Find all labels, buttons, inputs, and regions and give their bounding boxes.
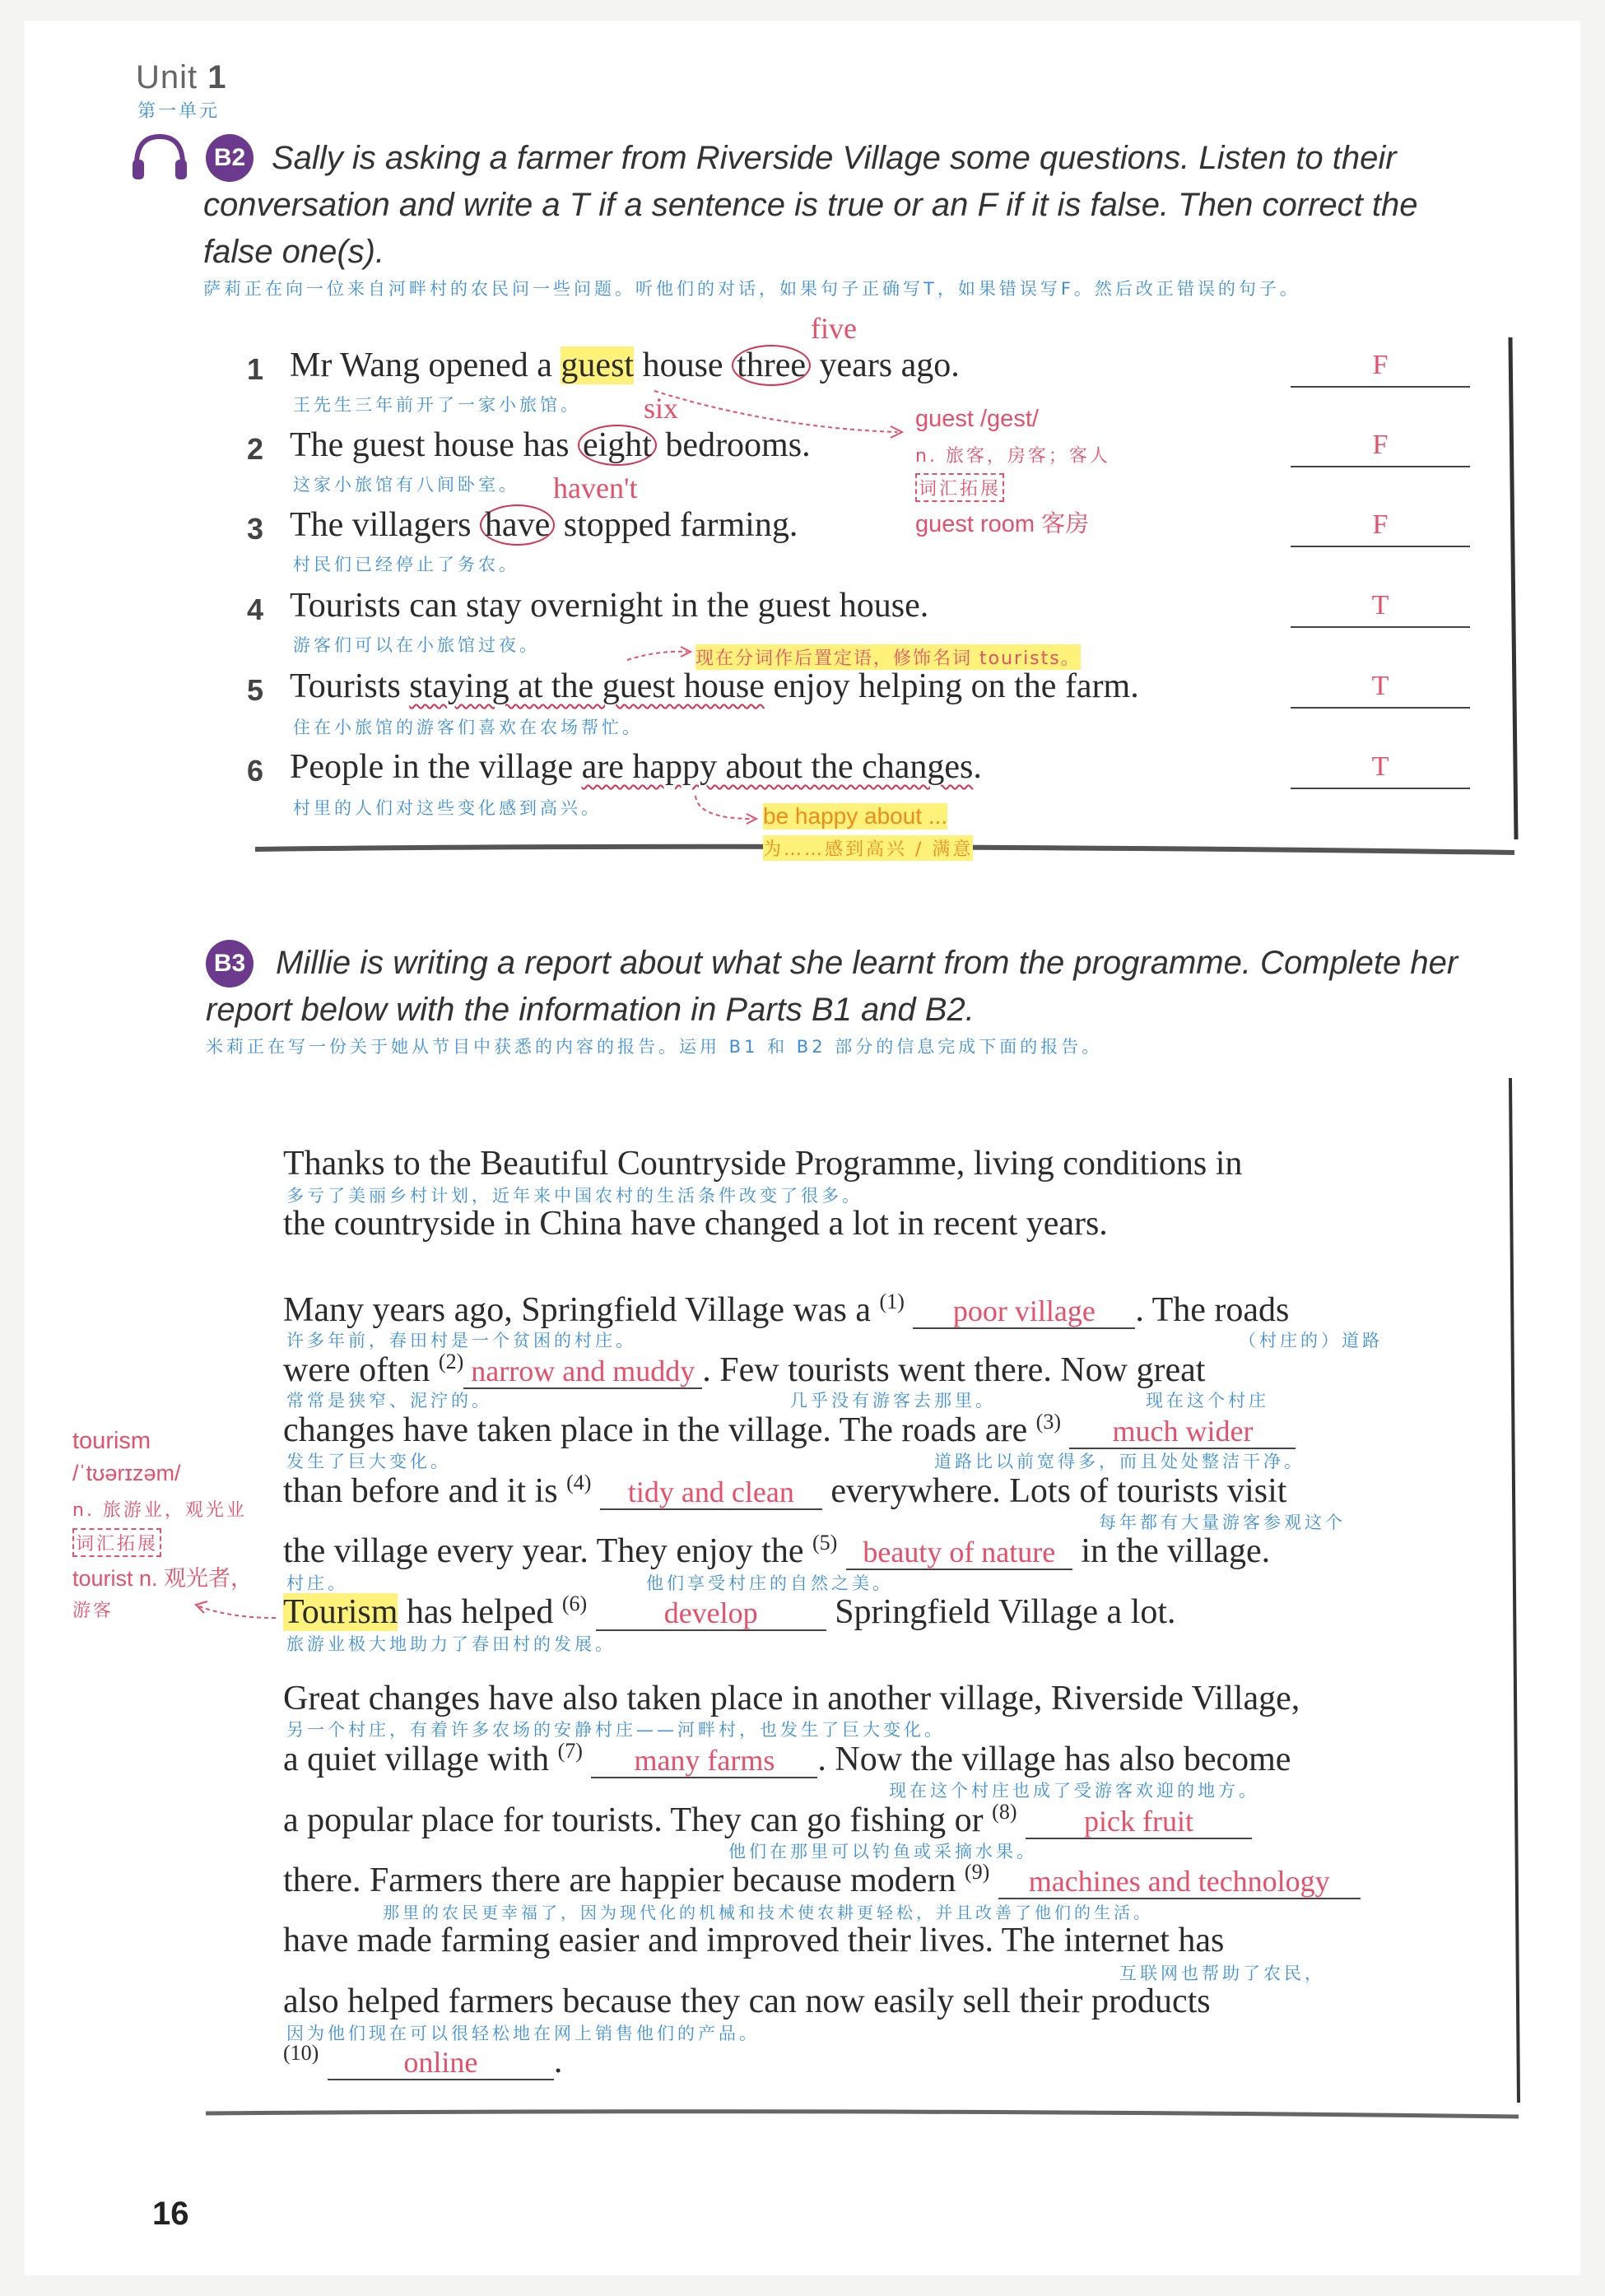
wavy-staying-phrase: staying at the guest house [409,667,765,705]
correction-q3: haven't [553,472,638,504]
q5-text-c: enjoy helping on the farm. [764,667,1139,705]
question-number-6: 6 [247,754,264,788]
note-happy-phrase: be happy about ... [763,803,948,829]
wavy-happy-phrase: are happy about the changes [581,748,974,786]
answer-1: F [1372,350,1389,380]
q3-text-a: The villagers [290,506,480,544]
highlight-guest: guest [561,346,635,384]
report-p2-line-6 [283,1592,1176,1632]
q5-text-a: Tourists [290,667,410,705]
question-3 [290,505,798,545]
report-p2-cn-3a: 发生了巨大变化。 [286,1452,451,1471]
blank-2[interactable]: narrow and muddy [463,1355,702,1389]
blank-6[interactable]: develop [596,1597,826,1631]
q1-text-b: house [634,346,733,384]
report-p3-cn-4: 那里的农民更幸福了，因为现代化的机械和技术使农耕更轻松，并且改善了他们的生活。 [383,1903,1153,1922]
report-p2-cn-4: 每年都有大量游客参观这个 [1099,1513,1346,1532]
blank-number-3: (3) [1035,1410,1061,1434]
blank-number-7: (7) [557,1739,583,1763]
b3-instruction-line-1: Millie is writing a report about what she learnt from the programme. Complete her [276,945,1458,981]
q3-text-c: stopped farming. [555,506,798,544]
report-p3-line-3 [283,1800,1252,1840]
correction-q2: six [644,392,679,425]
q6-text-a: People in the village [290,748,582,786]
report-p3-cn-2: 现在这个村庄也成了受游客欢迎的地方。 [889,1781,1259,1801]
answer-6: T [1371,751,1389,782]
report-p2-cn-2b: 几乎没有游客去那里。 [790,1391,996,1411]
q2-text-c: bedrooms. [656,426,811,464]
answer-3: F [1372,509,1389,540]
p2-l6-text: has helped [398,1593,562,1631]
section-badge-b2: B2 [206,134,254,182]
p3-l2-text: a quiet village with [283,1741,558,1778]
p2-l5-text: the village every year. They enjoy the [283,1532,812,1570]
report-p2-cn-5a: 村庄。 [286,1573,348,1593]
note-guest-vocab-tag: 词汇拓展 [915,473,1004,502]
question-number-3: 3 [247,512,264,546]
report-p2-line-1 [283,1290,1289,1330]
question-4: Tourists can stay overnight in the guest house. [290,587,929,625]
q3-cn: 村民们已经停止了务农。 [293,555,519,574]
report-p2-line-3 [283,1410,1296,1450]
circled-word-three: three [732,345,811,386]
p2-l2-text: were often [283,1351,439,1389]
circled-word-have: have [480,504,555,546]
q1-cn: 王先生三年前开了一家小旅馆。 [293,395,581,415]
p2-l4-end: everywhere. Lots of tourists visit [821,1472,1287,1510]
blank-number-8: (8) [992,1800,1017,1824]
p2-l4-text: than before and it is [283,1472,567,1510]
report-p3-line-1: Great changes have also taken place in another village, Riverside Village, [283,1680,1300,1717]
q1-text-a: Mr Wang opened a [290,346,561,384]
question-number-2: 2 [247,432,264,466]
report-p2-cn-6: 旅游业极大地助力了春田村的发展。 [286,1634,616,1654]
side-note-tourist-meaning: 游客 [72,1601,114,1621]
report-p3-cn-3: 他们在那里可以钓鱼或采摘水果。 [728,1842,1037,1861]
note-happy-meaning: 为……感到高兴 / 满意 [763,835,973,861]
q6-cn: 村里的人们对这些变化感到高兴。 [293,798,602,818]
q2-cn: 这家小旅馆有八间卧室。 [293,475,519,495]
question-5 [290,667,1139,706]
question-number-1: 1 [247,352,264,386]
correction-q1: five [811,312,857,345]
side-note-phonetic: /ˈtʊərɪzəm/ [72,1461,181,1485]
p2-l1-text: Many years ago, Springfield Village was a [283,1291,880,1329]
answer-5: T [1371,671,1389,701]
answer-4: T [1371,590,1389,620]
blank-10[interactable]: online [328,2046,554,2080]
report-p2-cn-1: 许多年前，春田村是一个贫困的村庄。 [286,1331,636,1350]
report-p2-cn-5b: 他们享受村庄的自然之美。 [646,1573,893,1593]
blank-number-9: (9) [964,1860,990,1884]
headphones-icon [130,132,189,183]
guest-note-arrow [650,387,914,444]
blank-number-4: (4) [566,1471,592,1494]
blank-9[interactable]: machines and technology [998,1865,1361,1899]
side-note-vocab-tag: 词汇拓展 [72,1528,161,1557]
report-p1-cn: 多亏了美丽乡村计划，近年来中国农村的生活条件改变了很多。 [286,1186,863,1206]
unit-number: 1 [207,59,227,95]
report-p3-cn-1: 另一个村庄，有着许多农场的安静村庄——河畔村，也发生了巨大变化。 [286,1720,945,1740]
answer-blank-1[interactable] [1291,350,1470,388]
b3-instruction-line-2: report below with the information in Parts B1 and B2. [206,992,975,1028]
p3-l2-end: . Now the village has also become [817,1741,1291,1778]
blank-8[interactable]: pick fruit [1026,1805,1252,1839]
report-p3-line-4 [283,1860,1361,1900]
blank-number-10: (10) [283,2041,319,2065]
report-p2-cn-3b: 道路比以前宽得多，而且处处整洁干净。 [934,1452,1305,1471]
unit-label-cn: 第一单元 [137,101,221,122]
q5-cn: 住在小旅馆的游客们喜欢在农场帮忙。 [293,718,643,737]
report-p1-line-1: Thanks to the Beautiful Countryside Programme, living conditions in [283,1145,1243,1183]
answer-2: F [1372,430,1389,460]
q4-cn: 游客们可以在小旅馆过夜。 [293,635,540,655]
unit-label [136,59,227,96]
question-number-4: 4 [247,593,264,626]
side-note-meaning: n. 旅游业，观光业 [72,1500,247,1521]
blank-number-6: (6) [561,1592,588,1615]
blank-4[interactable]: tidy and clean [600,1476,822,1510]
report-p2-line-4 [283,1471,1286,1511]
b2-instruction-line-1: Sally is asking a farmer from Riverside Village some questions. Listen to their [272,140,1397,176]
p3-l3-text: a popular place for tourists. They can go fishing or [283,1801,993,1839]
section-badge-b3: B3 [206,940,254,988]
report-p2-cn-2a: 常常是狭窄、泥泞的。 [286,1391,492,1411]
p2-l6-end: Springfield Village a lot. [826,1593,1176,1631]
p3-l4-text: there. Farmers there are happier because modern [283,1861,965,1899]
report-p2-line-5 [283,1531,1270,1571]
question-number-5: 5 [247,673,264,707]
answer-blank-2[interactable] [1291,430,1470,467]
note-participle: 现在分词作后置定语，修饰名词 tourists。 [696,644,1081,670]
side-note-tourist: tourist n. 观光者， [72,1566,254,1591]
report-p3-line-7 [283,2041,562,2081]
side-note-tourism: tourism [72,1428,151,1454]
blank-number-1: (1) [879,1290,905,1313]
b2-instruction-line-3: false one(s). [203,234,385,270]
answer-blank-3[interactable] [1291,509,1470,547]
question-1 [290,346,960,385]
report-p1-line-2: the countryside in China have changed a lot in recent years. [283,1205,1108,1243]
blank-number-2: (2) [438,1350,464,1373]
blank-7[interactable]: many farms [591,1744,817,1778]
q2-text-a: The guest house has [290,426,578,464]
answer-blank-6[interactable] [1291,751,1470,789]
blank-5[interactable]: beauty of nature [846,1536,1072,1570]
side-note-arrow [189,1597,280,1626]
blank-1[interactable]: poor village [913,1294,1135,1329]
q1-text-c: years ago. [811,346,960,384]
report-p3-cn-6: 因为他们现在可以很轻松地在网上销售他们的产品。 [286,2024,760,2043]
b2-instruction-line-2: conversation and write a T if a sentence is true or an F if it is false. Then correct the [203,187,1418,223]
report-p2-line-2 [283,1350,1205,1390]
b2-instruction-cn: 萨莉正在向一位来自河畔村的农民问一些问题。听他们的对话，如果句子正确写T，如果错误写F。然后改正错误的句子。 [203,279,1300,299]
blank-3[interactable]: much wider [1069,1415,1296,1449]
report-p3-line-5: have made farming easier and improved their lives. The internet has [283,1922,1225,1959]
p2-l2-end: . Few tourists went there. Now great [702,1351,1206,1389]
unit-word: Unit [136,59,198,95]
note-guest-room: guest room 客房 [915,511,1090,537]
highlight-tourism: Tourism [283,1593,398,1631]
p2-l3-text: changes have taken place in the village. The roads are [283,1411,1036,1449]
participle-note-arrow [626,642,696,667]
answer-blank-4[interactable] [1291,590,1470,628]
report-p3-line-2 [283,1739,1291,1779]
q6-text-c: . [973,748,982,786]
happy-note-arrow [691,794,761,835]
circled-word-eight: eight [578,425,657,466]
p2-l5-end: in the village. [1072,1532,1271,1570]
report-p3-line-6: also helped farmers because they can now easily sell their products [283,1982,1211,2020]
report-p2-cn-1r: （村庄的）道路 [1239,1331,1383,1350]
b3-instruction-cn: 米莉正在写一份关于她从节目中获悉的内容的报告。运用 B1 和 B2 部分的信息完成下面的报告。 [206,1037,1103,1057]
page-number: 16 [152,2196,189,2232]
question-6 [290,747,982,787]
note-guest-meaning: n. 旅客，房客；客人 [915,446,1110,467]
note-guest-phonetic: guest /gest/ [915,406,1039,432]
report-p2-cn-2c: 现在这个村庄 [1146,1391,1269,1411]
p2-l1-end: . The roads [1135,1291,1290,1329]
p3-end-period: . [553,2043,563,2080]
report-p3-cn-5: 互联网也帮助了农民， [1119,1964,1325,1983]
answer-blank-5[interactable] [1291,671,1470,709]
blank-number-5: (5) [812,1531,838,1555]
